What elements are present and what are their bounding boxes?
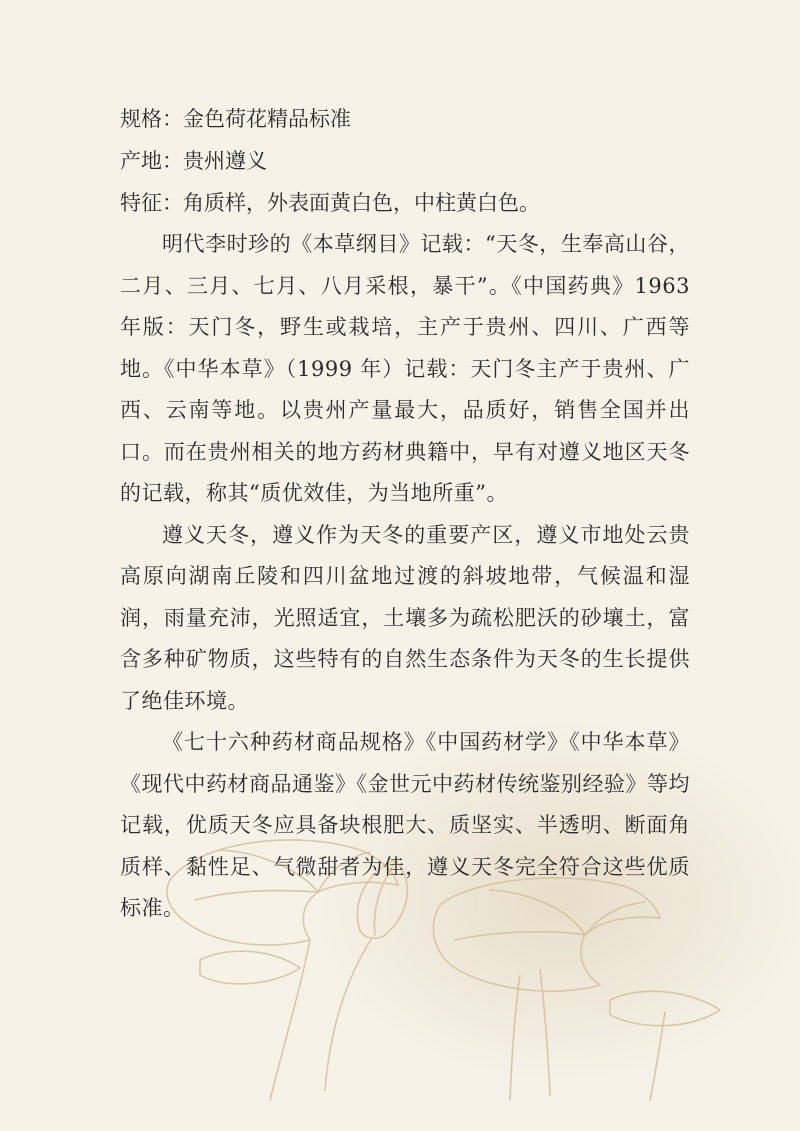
paragraph-history: 明代李时珍的《本草纲目》记载：“天冬，生奉高山谷，二月、三月、七月、八月采根，暴干”。《中国药典》1963年版：天门冬，野生或栽培，主产于贵州、四川、广西等地。《中华本草》（1999 年）记载：天门冬主产于贵州、广西、云南等地。以贵州产量最大，品质好，销售全国并出口。而在贵州相关的地方药材典籍中，早有对遵义地区天冬的记载，称其“质优效佳，为当地所重”。 (120, 232, 690, 505)
lotus-stem-right (510, 975, 520, 1100)
document-body (120, 98, 690, 930)
lotus-stem-bud (325, 938, 372, 1090)
paragraph-environment: 遵义天冬，遵义作为天冬的重要产区，遵义市地处云贵高原向湖南丘陵和四川盆地过渡的斜坡地带，气候温和湿润，雨量充沛，光照适宜，土壤多为疏松肥沃的砂壤土，富含多种矿物质，这些特有的自然生态条件为天冬的生长提供了绝佳环境。 (120, 522, 690, 713)
paragraph-quality-standard: 《七十六种药材商品规格》《中国药材学》《中华本草》《现代中药材商品通鉴》《金世元中药材传统鉴别经验》等均记载，优质天冬应具备块根肥大、质坚实、半透明、断面角质样、黏性足、气微甜者为佳，遵义天冬完全符合这些优质标准。 (120, 730, 690, 920)
lotus-stem-left (270, 940, 310, 1100)
origin-line: 产地：贵州遵义 (120, 149, 267, 173)
feature-line: 特征：角质样，外表面黄白色，中柱黄白色。 (120, 191, 540, 215)
spec-line: 规格：金色荷花精品标准 (120, 107, 351, 131)
